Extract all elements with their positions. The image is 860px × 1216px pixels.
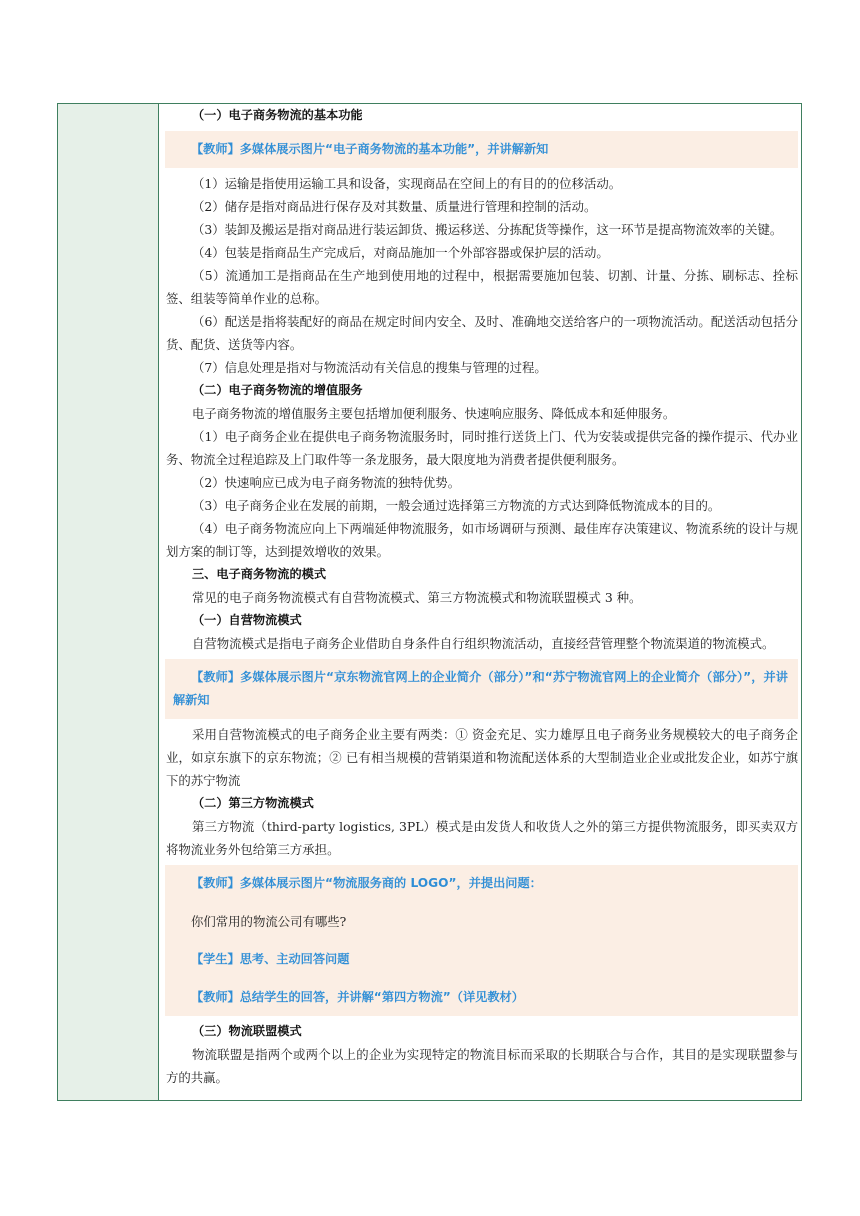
alliance-heading: （三）物流联盟模式 (192, 1024, 302, 1038)
service-item-3: （3）电子商务企业在发展的前期，一般会通过选择第三方物流的方式达到降低物流成本的目的。 (192, 498, 721, 513)
content-cell (166, 104, 798, 1100)
teacher-interaction-box (165, 865, 798, 1016)
function-item-7: （7）信息处理是指对与物流活动有关信息的搜集与管理的过程。 (192, 360, 547, 375)
student-note: 【学生】思考、主动回答问题 (191, 952, 350, 966)
section1-heading: （一）电子商务物流的基本功能 (192, 108, 363, 122)
service-item-1: （1）电子商务企业在提供电子商务物流服务时，同时推行送货上门、代为安装或提供完备的操作提示、代办业务、物流全过程追踪及上门取件等一条龙服务，最大限度地为消费者提供便利服务。 (166, 429, 798, 467)
teacher-note-box (165, 131, 798, 168)
self-logistics-heading: （一）自营物流模式 (192, 613, 302, 627)
teacher-note: 【教师】多媒体展示图片“京东物流官网上的企业简介（部分）”和“苏宁物流官网上的企业简介（部分）”，并讲解新知 (173, 670, 788, 707)
teacher-summary: 【教师】总结学生的回答，并讲解“第四方物流”（详见教材） (191, 990, 524, 1004)
teacher-note-box (165, 659, 798, 719)
function-item-6: （6）配送是指将装配好的商品在规定时间内安全、及时、准确地交送给客户的一项物流活动。配送活动包括分货、配货、送货等内容。 (166, 314, 798, 352)
function-item-5: （5）流通加工是指商品在生产地到使用地的过程中，根据需要施加包装、切割、计量、分拣、刷标志、拴标签、组装等简单作业的总称。 (166, 268, 798, 306)
third-party-heading: （二）第三方物流模式 (192, 796, 314, 810)
teacher-note: 【教师】多媒体展示图片“物流服务商的 LOGO”，并提出问题： (191, 876, 542, 890)
service-item-4: （4）电子商务物流应向上下两端延伸物流服务，如市场调研与预测、最佳库存决策建议、物流系统的设计与规划方案的制订等，达到提效增收的效果。 (166, 521, 798, 559)
section3-intro: 常见的电子商务物流模式有自营物流模式、第三方物流模式和物流联盟模式 3 种。 (192, 590, 642, 605)
function-item-4: （4）包装是指商品生产完成后，对商品施加一个外部容器或保护层的活动。 (192, 245, 609, 260)
function-item-3: （3）装卸及搬运是指对商品进行装运卸货、搬运移送、分拣配货等操作，这一环节是提高物流效率的关键。 (192, 222, 783, 237)
alliance-text: 物流联盟是指两个或两个以上的企业为实现特定的物流目标而采取的长期联合与合作，其目的是实现联盟参与方的共赢。 (166, 1047, 798, 1085)
section2-intro: 电子商务物流的增值服务主要包括增加便利服务、快速响应服务、降低成本和延伸服务。 (192, 406, 676, 421)
left-column-cell (58, 104, 159, 1100)
teacher-note: 【教师】多媒体展示图片“电子商务物流的基本功能”，并讲解新知 (191, 142, 549, 156)
function-item-2: （2）储存是指对商品进行保存及对其数量、质量进行管理和控制的活动。 (192, 199, 597, 214)
question-text: 你们常用的物流公司有哪些? (191, 914, 347, 929)
self-logistics-text: 自营物流模式是指电子商务企业借助自身条件自行组织物流活动，直接经营管理整个物流渠道的物流模式。 (192, 636, 775, 651)
self-logistics-detail: 采用自营物流模式的电子商务企业主要有两类：① 资金充足、实力雄厚且电子商务业务规模较大的电子商务企业，如京东旗下的京东物流；② 已有相当规模的营销渠道和物流配送体系的大型制造业企业或批发企业，如苏宁旗下的苏宁物流 (166, 727, 798, 788)
function-item-1: （1）运输是指使用运输工具和设备，实现商品在空间上的有目的的位移活动。 (192, 176, 622, 191)
section2-heading: （二）电子商务物流的增值服务 (192, 383, 363, 397)
section3-heading: 三、电子商务物流的模式 (192, 567, 327, 581)
lesson-table (57, 103, 802, 1101)
third-party-text: 第三方物流（third-party logistics, 3PL）模式是由发货人和收货人之外的第三方提供物流服务，即买卖双方将物流业务外包给第三方承担。 (166, 819, 798, 857)
service-item-2: （2）快速响应已成为电子商务物流的独特优势。 (192, 475, 461, 490)
